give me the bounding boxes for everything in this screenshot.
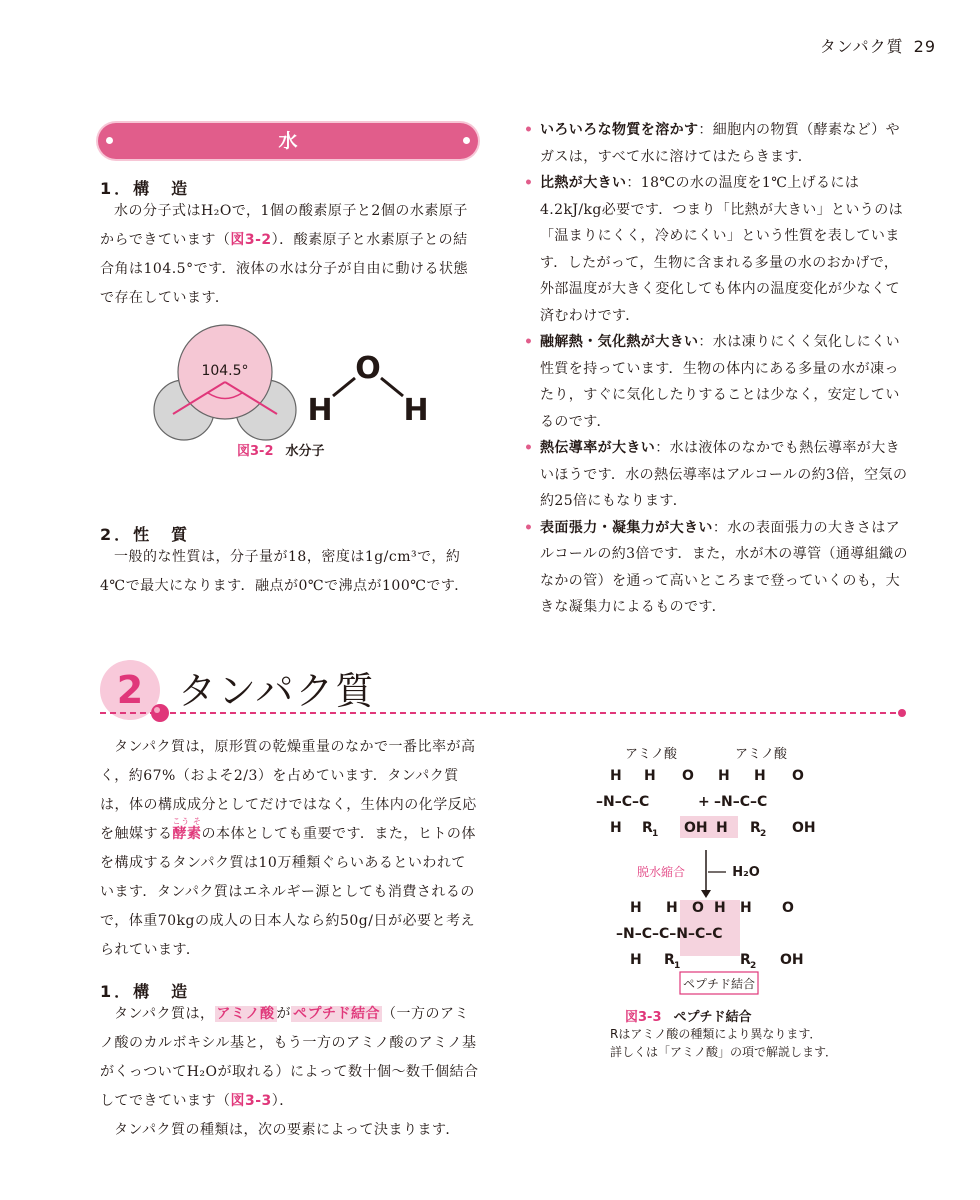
svg-text:H: H bbox=[714, 900, 726, 916]
svg-text:O: O bbox=[792, 768, 804, 784]
caption-label: 図3-2 bbox=[237, 444, 274, 459]
water-properties-heading: 2．性 質 bbox=[100, 525, 191, 544]
svg-text:OH: OH bbox=[684, 820, 708, 836]
properties-paragraph: 一般的な性質は，分子量が18，密度は1g/cm³で，約4℃で最大になります．融点が0℃で沸点が100℃です． bbox=[100, 549, 469, 594]
list-item-term: 表面張力・凝集力が大きい bbox=[540, 519, 713, 536]
angle-label: 104.5° bbox=[201, 363, 249, 379]
reaction-arrowhead-icon bbox=[701, 890, 711, 898]
note-line-2: 詳しくは「アミノ酸」の項で解説します． bbox=[610, 1045, 838, 1059]
list-item bbox=[522, 329, 910, 435]
svg-text:H: H bbox=[644, 768, 656, 784]
list-item bbox=[522, 117, 910, 170]
svg-text:OH: OH bbox=[792, 820, 816, 836]
svg-text:H: H bbox=[740, 900, 752, 916]
svg-text:H: H bbox=[718, 768, 730, 784]
water-molecule-figure bbox=[140, 320, 460, 460]
list-item-term: 融解熱・気化熱が大きい bbox=[540, 334, 699, 350]
svg-text:2: 2 bbox=[760, 829, 767, 839]
atom-h-right: H bbox=[403, 393, 429, 428]
bullet-dot-icon: • bbox=[524, 175, 534, 191]
svg-text:H: H bbox=[610, 768, 622, 784]
list-item-text: ：水は凍りにくく気化しにくい性質を持っています．生物の体内にある多量の水が凍ったり，すぐに気化したりすることは少なく，安定しているのです． bbox=[540, 334, 901, 430]
water-label: H₂O bbox=[732, 865, 760, 880]
bond-oh-left bbox=[333, 378, 355, 396]
bullet-dot-icon: • bbox=[524, 334, 534, 350]
divider-ball-icon bbox=[151, 704, 169, 722]
term-enzyme-ruby: こう そ bbox=[172, 817, 202, 826]
pill-title: 水 bbox=[278, 130, 298, 152]
svg-text:–N–C–C: –N–C–C bbox=[714, 794, 768, 810]
amino-acid-label-1: アミノ酸 bbox=[624, 747, 678, 762]
svg-text:H: H bbox=[610, 820, 622, 836]
amino-acid-label-2: アミノ酸 bbox=[734, 747, 788, 762]
pill-dot-right bbox=[463, 137, 470, 144]
peptide-bond-figure bbox=[596, 740, 876, 1000]
svg-text:2: 2 bbox=[750, 961, 757, 971]
dehydration-label: 脱水縮合 bbox=[636, 865, 686, 879]
text-span: タンパク質は，原形質の乾燥重量のなかで一番比率が高く，約67%（およそ2/3）を占めています．タンパク質は，体の構成成分としてだけではなく，生体内の化学反応を触媒する bbox=[100, 739, 477, 842]
protein-structure-text bbox=[100, 1000, 480, 1145]
caption-text: ペプチド結合 bbox=[673, 1010, 752, 1025]
svg-text:R: R bbox=[664, 952, 675, 968]
water-property-list bbox=[522, 117, 910, 621]
text-span: ）．酸素原子と水素原子との結合角は104.5°です．液体の水は分子が自由に動ける状態で存在しています． bbox=[100, 232, 468, 306]
atom-h-left: H bbox=[307, 393, 333, 428]
note-line-1: Rはアミノ酸の種類により異なります． bbox=[610, 1027, 822, 1041]
section-number: 2 bbox=[116, 668, 144, 712]
list-item bbox=[522, 170, 910, 329]
divider-ball-highlight bbox=[154, 707, 160, 713]
page-number: 29 bbox=[913, 37, 936, 56]
svg-text:OH: OH bbox=[780, 952, 804, 968]
list-item-term: 熱伝導率が大きい bbox=[540, 440, 656, 456]
svg-text:O: O bbox=[682, 768, 694, 784]
list-item-text: ：水の表面張力の大きさはアルコールの約3倍です．また，水が木の導管（通導組織のなかの管）を通って高いところまで登っていくのも，大きな凝集力によるものです． bbox=[540, 519, 908, 615]
svg-text:R: R bbox=[642, 820, 653, 836]
section-title: タンパク質 bbox=[178, 669, 376, 713]
list-item-text: ：細胞内の物質（酵素など）やガスは，すべて水に溶けてはたらきます． bbox=[540, 122, 901, 165]
svg-text:O: O bbox=[692, 900, 704, 916]
section-divider bbox=[96, 700, 916, 724]
term-enzyme bbox=[172, 817, 202, 842]
svg-text:–N–C–C–N–C–C: –N–C–C–N–C–C bbox=[616, 926, 723, 942]
water-structure-text bbox=[100, 197, 480, 313]
svg-text:–N–C–C: –N–C–C bbox=[596, 794, 650, 810]
bullet-dot-icon: • bbox=[524, 122, 534, 138]
section-pill-water bbox=[98, 123, 478, 159]
list-item-text: ：18℃の水の温度を1℃上げるには4.2kJ/kg必要です．つまり「比熱が大きい」というのは「温まりにくく，冷めにくい」という性質を表しています．したがって，生物に含まれる多量の水のおかげで，外部温度が大きく変化しても体内の温度変化が少なくて済むわけです． bbox=[540, 175, 904, 324]
svg-text:H: H bbox=[630, 952, 642, 968]
protein-structure-text-2: タンパク質の種類は，次の要素によって決まります． bbox=[114, 1122, 460, 1138]
water-structural-formula bbox=[307, 351, 428, 428]
text-span: の本体としても重要です．また，ヒトの体を構成するタンパク質は10万種類ぐらいあるといわれています．タンパク質はエネルギー源としても消費されるので，体重70kgの成人の日本人なら約50g/日が必要と考えられています． bbox=[100, 826, 476, 958]
bond-oh-right bbox=[381, 378, 403, 396]
svg-text:1: 1 bbox=[652, 829, 659, 839]
svg-text:R: R bbox=[750, 820, 761, 836]
svg-text:H: H bbox=[716, 820, 728, 836]
header-title: タンパク質 bbox=[819, 37, 904, 56]
bullet-dot-icon: • bbox=[524, 440, 534, 456]
running-header bbox=[820, 34, 936, 57]
list-item bbox=[522, 435, 910, 515]
water-structure-heading: 1．構 造 bbox=[100, 179, 191, 198]
svg-text:1: 1 bbox=[674, 961, 681, 971]
protein-intro-text bbox=[100, 733, 480, 965]
list-item-term: 比熱が大きい bbox=[540, 175, 627, 191]
svg-text:H: H bbox=[630, 900, 642, 916]
atom-o: O bbox=[355, 351, 381, 386]
term-amino-acid: アミノ酸 bbox=[216, 1006, 275, 1022]
svg-text:H: H bbox=[754, 768, 766, 784]
term-enzyme-text: 酵素 bbox=[172, 826, 202, 842]
text-span: ）． bbox=[271, 1093, 294, 1109]
water-properties-text bbox=[100, 543, 480, 601]
figure-3-2-caption bbox=[237, 440, 325, 459]
svg-text:O: O bbox=[782, 900, 794, 916]
term-peptide-bond: ペプチド結合 bbox=[293, 1006, 381, 1022]
figure-ref-3-3[interactable]: 図3-3 bbox=[230, 1093, 272, 1109]
svg-text:H: H bbox=[666, 900, 678, 916]
peptide-bond-label: ペプチド結合 bbox=[682, 977, 756, 991]
list-item-text: ：水は液体のなかでも熱伝導率が大きいほうです．水の熱伝導率はアルコールの約3倍，空気の約25倍にもなります． bbox=[540, 440, 908, 509]
svg-text:R: R bbox=[740, 952, 751, 968]
caption-label: 図3-3 bbox=[625, 1010, 662, 1025]
caption-text: 水分子 bbox=[285, 444, 325, 459]
protein-structure-heading: 1．構 造 bbox=[100, 982, 191, 1001]
bullet-dot-icon: • bbox=[524, 519, 534, 536]
text-span: タンパク質は， bbox=[114, 1006, 215, 1022]
figure-3-3-caption bbox=[625, 1006, 752, 1025]
text-span: （一方のアミノ酸のカルボキシル基と，もう一方のアミノ酸のアミノ基がくっついてH₂Oが取れる）によって数十個～数千個結合してできています（ bbox=[100, 1006, 479, 1109]
divider-end-dot bbox=[898, 709, 906, 717]
svg-text:+: + bbox=[698, 794, 710, 810]
list-item-term: いろいろな物質を溶かす bbox=[540, 122, 699, 138]
list-item bbox=[522, 515, 910, 621]
amino-acid-formulas bbox=[596, 768, 816, 839]
text-span: が bbox=[276, 1006, 292, 1022]
text-span: 水の分子式はH₂Oで，1個の酸素原子と2個の水素原子からできています（ bbox=[100, 203, 468, 248]
pill-dot-left bbox=[106, 137, 113, 144]
figure-ref-3-2[interactable]: 図3-2 bbox=[230, 232, 272, 248]
figure-3-3-note bbox=[610, 1025, 837, 1061]
